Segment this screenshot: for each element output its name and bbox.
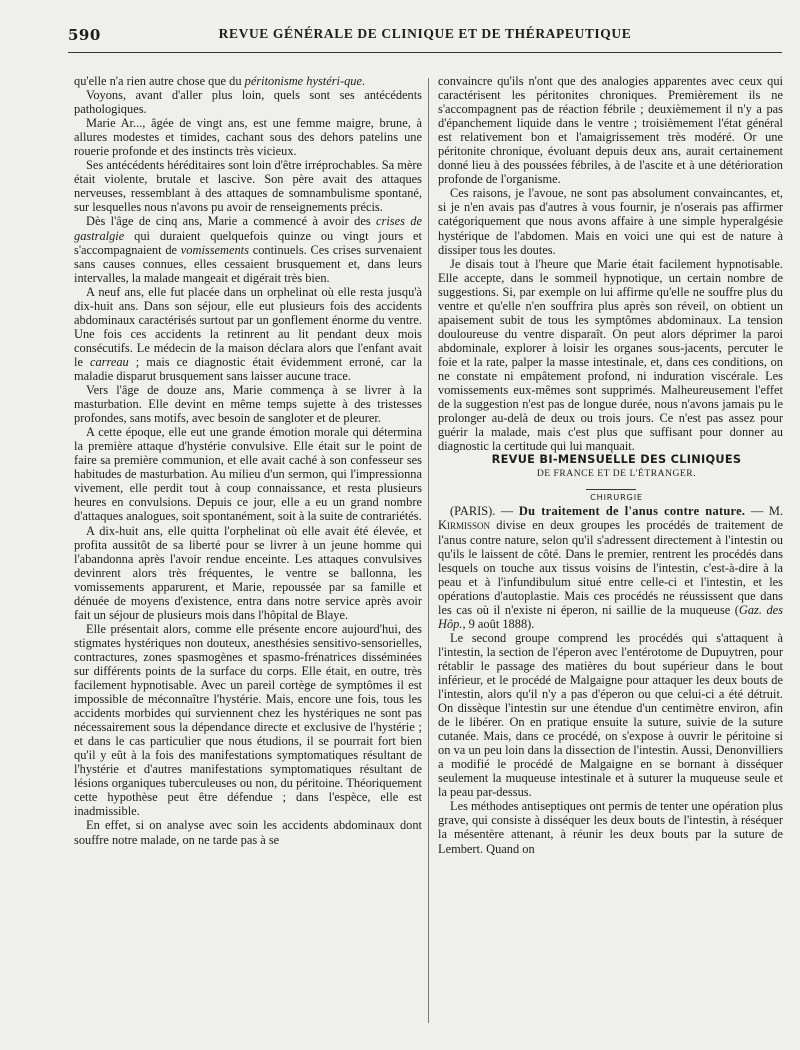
right-column <box>438 74 783 856</box>
paragraph <box>74 74 422 88</box>
header-rule <box>68 52 782 53</box>
emphasis: péritonisme hystéri-que <box>244 74 362 88</box>
text-run: qui duraient quelquefois quinze ou vingt jours et s'accompagnaient de <box>74 228 422 257</box>
paragraph: A cette époque, elle eut une grande émotion morale qui détermina la première attaque d'hystérie convulsive. Elle était sur le point de faire sa première communion, et elle avait caché à son confesseur ses habitudes de masturbation. Au milieu d'un sermon, qui l'impressionna vivement, elle perdit tout à coup connaissance, et resta plusieurs heures en convulsions. Depuis ce jour, elle a eu un grand nombre d'attaques analogues, soit spontanément, soit à la suite de contrariétés. <box>74 425 422 524</box>
paragraph: Ces raisons, je l'avoue, ne sont pas absolument convaincantes, et, si je n'en avais pas d'autres à vous fournir, je n'oserais pas affirmer catégoriquement que nous avons affaire à une simple hyperalgésie hystérique de l'abdomen. Mais en voici une qui est de nature à dissiper tous les doutes. <box>438 186 783 257</box>
page-number: 590 <box>68 26 101 44</box>
text-run: . <box>361 74 366 88</box>
article-title: Du traitement de l'anus contre nature. <box>518 504 746 519</box>
text-run: (PARIS). — <box>450 504 519 519</box>
paragraph: Ses antécédents héréditaires sont loin d'être irréprochables. Sa mère était violente, brutale et lascive. Son père avait des attaques nerveuses, ressemblant à des attaques de somnambulisme spontané, sur lesquelles nous n'avons pu avoir de renseignements précis. <box>74 158 422 215</box>
paragraph: Vers l'âge de douze ans, Marie commença à se livrer à la masturbation. Elle devint en même temps sujette à des tristesses profondes, sans motifs, avec besoin de sangloter et de pleurer. <box>74 383 422 426</box>
paragraph: Voyons, avant d'aller plus loin, quels sont ses antécédents pathologiques. <box>74 88 422 117</box>
page-header <box>68 26 782 46</box>
emphasis: crises de gastralgie <box>74 214 422 243</box>
text-run: divise en deux groupes les procédés de traitement de l'anus contre nature, selon qu'il s'adressent directement à l'intestin ou qu'ils le laissent de côté. Dans le premier, rentrent les procédés dans lesquels on touche aux tissus voisins de l'intestin, c'est-à-dire à la peau et à l'infundibulum situé entre celle-ci et l'intestin, et les opérations d'autoplastie. Mais ces procédés ne réussissent que dans les cas où il n'existe ni éperon, ni saillie de la muqueuse ( <box>438 518 783 617</box>
text-run: Dès l'âge de cinq ans, Marie a commencé à avoir des <box>86 214 377 229</box>
author-name: Kirmisson <box>438 518 490 533</box>
section-title: REVUE BI-MENSUELLE DES CLINIQUES <box>491 453 742 467</box>
paragraph <box>438 504 783 630</box>
paragraph: Je disais tout à l'heure que Marie était facilement hypnotisable. Elle accepte, dans le sommeil hypnotique, un certain nombre de suggestions. Si, par exemple on lui affirme qu'elle ne souffre plus du ventre et qu'elle n'en souffrira plus après son réveil, on obtient un apaisement subit de tous les symptômes abdominaux. La tension douloureuse du ventre disparaît. On peut alors déprimer la paroi abdominale, explorer à loisir les organes sous-jacents, percuter le foie et la rate, palper la masse intestinale, et, dans ces conditions, on ne constate ni empâtement profond, ni induration viscérale. Les vomissements eux-mêmes sont supprimés. Malheureusement l'effet de la suggestion n'est pas de longue durée, nous n'avons jamais pu le prolonger au-delà de deux ou trois jours. Ce n'est pas assez pour guérir la malade, mais c'est plus que suffisant pour donner au diagnostic la certitude qui lui manquait. <box>438 256 783 454</box>
paragraph: Le second groupe comprend les procédés qui s'attaquent à l'intestin, la section de l'éperon avec l'entérotome de Dupuytren, pour rétablir le passage des matières du bout supérieur dans le bout inférieur, et le procédé de Malgaigne pour attaquer les deux bouts de l'intestin, alors qu'il n'y a pas d'éperon ou que celui-ci a été détruit. On dissèque l'intestin sur une étendue d'un centimètre environ, afin de le libérer. On en pratique ensuite la suture, suivie de la suture cutanée. Mais, dans ce procédé, on s'expose à ouvrir le péritoine si on va un peu loin dans la dissection de l'intestin. Aussi, Denonvilliers a modifié le procédé de Malgaigne en se bornant à disséquer seulement la muqueuse intestinale et à suturer la muqueuse seule et la peau par-dessus. <box>438 630 783 800</box>
citation: Gaz. des Hôp. <box>438 602 783 631</box>
text-run: continuels. Ces crises survenaient sans causes connues, elles cessaient brusquement et, dans leurs intervalles, la malade mangeait et digérait très bien. <box>74 242 422 285</box>
emphasis: vomissements <box>180 242 249 257</box>
running-title: REVUE GÉNÉRALE DE CLINIQUE ET DE THÉRAPEUTIQUE <box>218 26 632 41</box>
paragraph: A dix-huit ans, elle quitta l'orphelinat où elle avait été élevée, et profita aussitôt de sa liberté pour se livrer à un jeune homme qui l'abandonna après l'avoir rendue enceinte. Les attaques convulsives devinrent alors très fréquentes, le ventre se ballonna, les vomissements apparurent, et Marie, repoussée par sa famille et dénuée de moyens d'existence, entra dans notre service après avoir fait un séjour de plusieurs mois dans l'hôpital de Blaye. <box>74 523 422 622</box>
section-kind: CHIRURGIE <box>590 492 643 503</box>
paragraph <box>74 285 422 383</box>
text-run: ; mais ce diagnostic était évidemment erroné, car la maladie disparut brusquement sans laisser aucune trace. <box>74 354 422 383</box>
paragraph: convaincre qu'ils n'ont que des analogies apparentes avec ceux qui caractérisent les péritonites chroniques. Premièrement ils ne s'accompagnent pas de réaction fébrile ; deuxièmement il n'y a pas d'épanchement liquide dans le ventre ; troisièmement l'état général est relativement bon et l'amaigrissement très modéré. Or une péritonite chronique, évoluant depuis deux ans, aurait certainement donné lieu à des poussées fébriles, à de l'ascite et à une détérioration profonde de l'organisme. <box>438 74 783 187</box>
text-run: qu'elle n'a rien autre chose que du <box>74 74 245 88</box>
emphasis: carreau <box>89 354 129 369</box>
section-subtitle: DE FRANCE ET DE L'ÉTRANGER. <box>536 468 697 480</box>
text-run: A neuf ans, elle fut placée dans un orphelinat où elle resta jusqu'à dix-huit ans. Dans son séjour, elle eut plusieurs fois des accidents abdominaux caractérisés surtout par un gonflement énorme du ventre. Une fois ces accidents la retinrent au lit pendant deux mois consécutifs. Le médecin de la maison déclara alors que l'enfant avait le <box>74 284 422 369</box>
paragraph: Elle présentait alors, comme elle présente encore aujourd'hui, des stigmates hystériques non douteux, anesthésies sensitivo-sensorielles, contractures, zones spasmogènes et spasmo-frénatrices disséminées sur différents points de la surface du corps. Elle était, en outre, très facilement hypnotisable. Avec un pareil cortège de symptômes il est impossible de méconnaître l'hystérie. Mais, encore une fois, tous les accidents morbides qui surviennent chez les hystériques ne sont pas nécessairement sous la dépendance directe et exclusive de l'hystérie ; et dans le cas particulier que nous étudions, il se pourrait fort bien qu'il y eût à la fois des manifestations symptomatiques résultant de l'hystérie et d'autres manifestations symptomatiques résultant de lésions organiques tuberculeuses ou non, du péritoine. Théoriquement cette hypothèse peut être défendue ; dans l'espèce, elle est inadmissible. <box>74 621 422 819</box>
column-divider <box>428 78 429 1023</box>
paragraph: Marie Ar..., âgée de vingt ans, est une femme maigre, brune, à allures modestes et timides, cachant sous des dehors patelins une rouerie profonde et des instincts très vicieux. <box>74 116 422 159</box>
paragraph <box>74 214 422 284</box>
paragraph: En effet, si on analyse avec soin les accidents abdominaux dont souffre notre malade, on ne tarde pas à se <box>74 818 422 847</box>
text-run: , 9 août 1888). <box>462 616 535 631</box>
text-run: — M. <box>745 504 784 519</box>
left-column <box>74 74 422 847</box>
paragraph: Les méthodes antiseptiques ont permis de tenter une opération plus grave, qui consiste à disséquer les deux bouts de l'intestin, à réséquer la mésentère attenant, à réunir les deux bouts par la suture de Lembert. Quand on <box>438 799 783 856</box>
